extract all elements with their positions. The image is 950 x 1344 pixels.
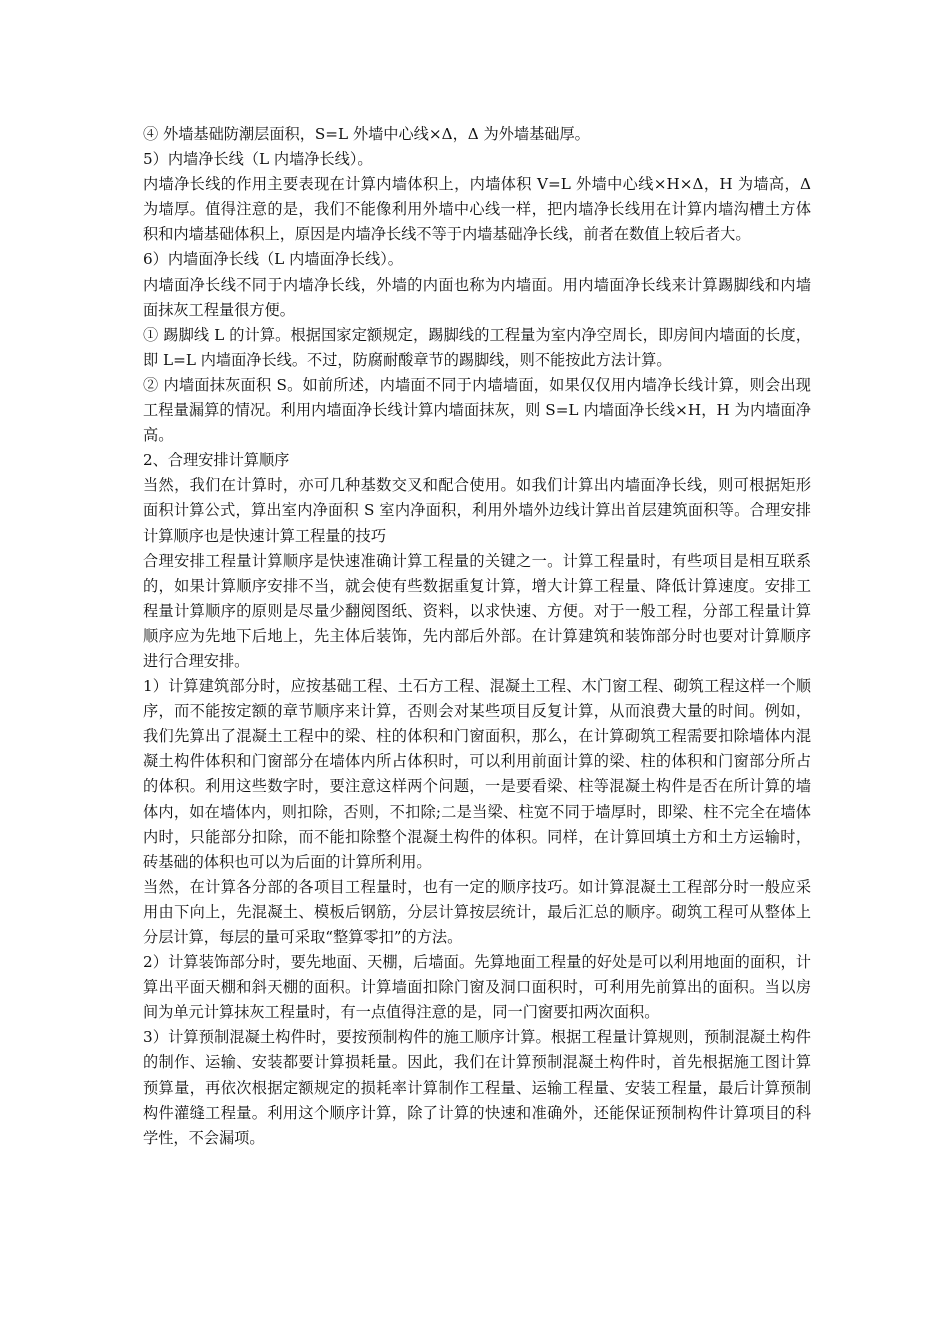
paragraph-combined-bases: 当然，我们在计算时，亦可几种基数交叉和配合使用。如我们计算出内墙面净长线，则可根据矩形面积计算公式，算出室内净面积 S 室内净面积，利用外墙外边线计算出首层建筑面积等。合理安排计算顺序也是快速计算工程量的技巧 [143, 476, 811, 545]
paragraph-skirting-calculation: ① 踢脚线 L 的计算。根据国家定额规定，踢脚线的工程量为室内净空周长，即房间内墙面的长度，即 L=L 内墙面净长线。不过，防腐耐酸章节的踢脚线，则不能按此方法计算。 [143, 325, 811, 369]
paragraph-foundation-damp-proof: ④ 外墙基础防潮层面积，S=L 外墙中心线×Δ，Δ 为外墙基础厚。 [143, 125, 590, 143]
paragraph-order-principle: 合理安排工程量计算顺序是快速准确计算工程量的关键之一。计算工程量时，有些项目是相互联系的，如果计算顺序安排不当，就会使有些数据重复计算，增大计算工程量、降低计算速度。安排工程量计算顺序的原则是尽量少翻阅图纸、资料，以求快速、方便。对于一般工程，分部工程量计算顺序应为先地下后地上，先主体后装饰，先内部后外部。在计算建筑和装饰部分时也要对计算顺序进行合理安排。 [143, 551, 811, 670]
paragraph-plaster-area: ② 内墙面抹灰面积 S。如前所述，内墙面不同于内墙墙面，如果仅仅用内墙净长线计算，则会出现工程量漏算的情况。利用内墙面净长线计算内墙面抹灰，则 S=L 内墙面净长线×H，H 为内墙面净高。 [143, 375, 811, 445]
heading-inner-wall-surface-net-length: 6）内墙面净长线（L 内墙面净长线）。 [143, 250, 403, 269]
paragraph-inner-wall-net-length: 内墙净长线的作用主要表现在计算内墙体积上，内墙体积 V=L 外墙中心线×H×Δ，H 为墙高，Δ 为墙厚。值得注意的是，我们不能像利用外墙中心线一样，把内墙净长线用在计算内墙沟槽土方体积和内墙基础体积上，原因是内墙净长线不等于内墙基础净长线，前者在数值上较后者大。 [143, 175, 811, 244]
paragraph-inner-wall-surface-net-length: 内墙面净长线不同于内墙净长线，外墙的内面也称为内墙面。用内墙面净长线来计算踢脚线和内墙面抹灰工程量很方便。 [143, 275, 811, 319]
paragraph-subsection-order: 当然，在计算各分部的各项目工程量时，也有一定的顺序技巧。如计算混凝土工程部分时一般应采用由下向上，先混凝土、模板后钢筋，分层计算按层统计，最后汇总的顺序。砌筑工程可从整体上分层计算，每层的量可采取“整算零扣”的方法。 [143, 877, 811, 946]
paragraph-decoration-part-order: 2）计算装饰部分时，要先地面、天棚，后墙面。先算地面工程量的好处是可以利用地面的面积，计算出平面天棚和斜天棚的面积。计算墙面扣除门窗及洞口面积时，可利用先前算出的面积。当以房间为单元计算抹灰工程量时，有一点值得注意的是，同一门窗要扣两次面积。 [143, 953, 811, 1022]
paragraph-precast-order: 3）计算预制混凝土构件时，要按预制构件的施工顺序计算。根据工程量计算规则，预制混凝土构件的制作、运输、安装都要计算损耗量。因此，我们在计算预制混凝土构件时，首先根据施工图计算预算量，再依次根据定额规定的损耗率计算制作工程量、运输工程量、安装工程量，最后计算预制构件灌缝工程量。利用这个顺序计算，除了计算的快速和准确外，还能保证预制构件计算项目的科学性，不会漏项。 [143, 1028, 811, 1147]
paragraph-building-part-order: 1）计算建筑部分时，应按基础工程、土石方工程、混凝土工程、木门窗工程、砌筑工程这样一个顺序，而不能按定额的章节顺序来计算，否则会对某些项目反复计算，从而浪费大量的时间。例如，我们先算出了混凝土工程中的梁、柱的体积和门窗面积，那么，在计算砌筑工程需要扣除墙体内混凝土构件体积和门窗部分在墙体内所占体积时，可以利用前面计算的梁、柱的体积和门窗部分所占的体积。利用这些数字时，要注意这样两个问题，一是要看梁、柱等混凝土构件是否在所计算的墙体内，如在墙体内，则扣除，否则，不扣除;二是当梁、柱宽不同于墙厚时，即梁、柱不完全在墙体内时，只能部分扣除，而不能扣除整个混凝土构件的体积。同样，在计算回填土方和土方运输时，砖基础的体积也可以为后面的计算所利用。 [143, 677, 811, 871]
document-body [143, 122, 811, 1151]
heading-inner-wall-net-length: 5）内墙净长线（L 内墙净长线）。 [143, 150, 373, 169]
heading-calculation-order: 2、合理安排计算顺序 [143, 451, 290, 470]
